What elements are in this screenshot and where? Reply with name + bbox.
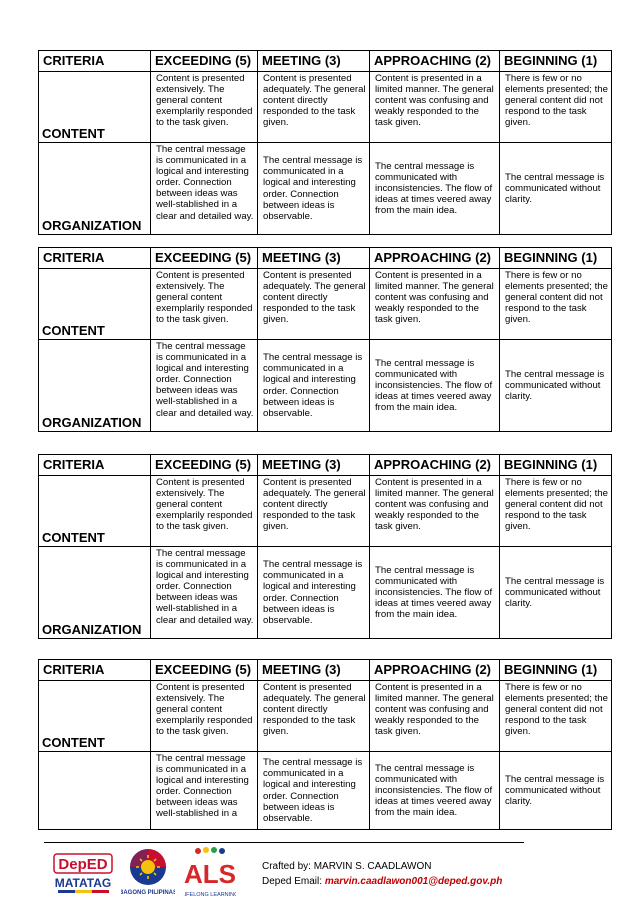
- exceeding-cell: The central message is communicated in a logical and interesting order. Connection between ideas was well-stablished in a clear and detailed way.: [151, 547, 258, 639]
- beginning-cell: There is few or no elements presented; the general content did not respond to the task given.: [500, 476, 612, 547]
- table-row-organization: [39, 340, 612, 432]
- header-exceeding: EXCEEDING (5): [151, 51, 258, 72]
- table-row-content: [39, 476, 612, 547]
- header-approaching: APPROACHING (2): [370, 248, 500, 269]
- criteria-cell: CONTENT: [39, 681, 151, 752]
- deped-logo-text: DepED: [58, 856, 108, 873]
- exceeding-cell: Content is presented extensively. The general content exemplarily responded to the task given.: [151, 269, 258, 340]
- criteria-cell: ORGANIZATION: [39, 143, 151, 235]
- beginning-cell: The central message is communicated without clarity.: [500, 752, 612, 830]
- approaching-cell: The central message is communicated with inconsistencies. The flow of ideas at times veered away from the main idea.: [370, 143, 500, 235]
- email-link[interactable]: marvin.caadlawon001@deped.gov.ph: [324, 876, 503, 887]
- rubric-table-2: [38, 247, 612, 432]
- table-row-organization-partial: [39, 752, 612, 830]
- footer-divider: [44, 842, 524, 843]
- meeting-cell: Content is presented adequately. The general content directly responded to the task given.: [258, 681, 370, 752]
- header-exceeding: EXCEEDING (5): [151, 660, 258, 681]
- beginning-cell: The central message is communicated without clarity.: [500, 547, 612, 639]
- criteria-cell: ORGANIZATION: [39, 340, 151, 432]
- als-sub-text: LIFELONG LEARNING: [184, 892, 236, 898]
- criteria-cell: ORGANIZATION: [39, 547, 151, 639]
- rubric-table-4: [38, 659, 612, 830]
- header-meeting: MEETING (3): [258, 51, 370, 72]
- header-approaching: APPROACHING (2): [370, 455, 500, 476]
- exceeding-cell: Content is presented extensively. The general content exemplarily responded to the task given.: [151, 476, 258, 547]
- header-row: [39, 51, 612, 72]
- exceeding-cell: Content is presented extensively. The general content exemplarily responded to the task given.: [151, 72, 258, 143]
- meeting-cell: Content is presented adequately. The general content directly responded to the task given.: [258, 72, 370, 143]
- meeting-cell: The central message is communicated in a logical and interesting order. Connection between ideas is observable.: [258, 547, 370, 639]
- beginning-cell: There is few or no elements presented; the general content did not respond to the task given.: [500, 72, 612, 143]
- meeting-cell: Content is presented adequately. The general content directly responded to the task given.: [258, 269, 370, 340]
- header-beginning: BEGINNING (1): [500, 248, 612, 269]
- header-row: [39, 455, 612, 476]
- header-row: [39, 248, 612, 269]
- header-beginning: BEGINNING (1): [500, 51, 612, 72]
- criteria-cell: CONTENT: [39, 476, 151, 547]
- header-meeting: MEETING (3): [258, 660, 370, 681]
- header-approaching: APPROACHING (2): [370, 51, 500, 72]
- exceeding-cell: The central message is communicated in a logical and interesting order. Connection between ideas was well-stablished in a clear and detailed way.: [151, 143, 258, 235]
- exceeding-cell: The central message is communicated in a logical and interesting order. Connection between ideas was well-stablished in a: [151, 752, 258, 830]
- approaching-cell: The central message is communicated with inconsistencies. The flow of ideas at times veered away from the main idea.: [370, 752, 500, 830]
- als-logo-text: ALS: [184, 859, 236, 889]
- header-criteria: CRITERIA: [39, 455, 151, 476]
- approaching-cell: Content is presented in a limited manner. The general content was confusing and weakly responded to the task given.: [370, 681, 500, 752]
- criteria-cell: [39, 752, 151, 830]
- table-row-content: [39, 72, 612, 143]
- email-line: [262, 876, 502, 887]
- header-exceeding: EXCEEDING (5): [151, 455, 258, 476]
- bagong-pilipinas-logo: [121, 846, 175, 898]
- als-logo: [184, 845, 236, 899]
- header-meeting: MEETING (3): [258, 248, 370, 269]
- beginning-cell: The central message is communicated without clarity.: [500, 340, 612, 432]
- header-criteria: CRITERIA: [39, 248, 151, 269]
- rubric-table-1: [38, 50, 612, 235]
- matatag-logo-text: MATATAG: [54, 876, 112, 890]
- rubric-table-3: [38, 454, 612, 639]
- criteria-cell: CONTENT: [39, 72, 151, 143]
- meeting-cell: The central message is communicated in a logical and interesting order. Connection between ideas is observable.: [258, 340, 370, 432]
- header-approaching: APPROACHING (2): [370, 660, 500, 681]
- approaching-cell: Content is presented in a limited manner. The general content was confusing and weakly responded to the task given.: [370, 476, 500, 547]
- meeting-cell: The central message is communicated in a logical and interesting order. Connection between ideas is observable.: [258, 752, 370, 830]
- email-label: Deped Email:: [262, 876, 325, 887]
- deped-matatag-logo: [52, 850, 116, 896]
- header-beginning: BEGINNING (1): [500, 455, 612, 476]
- bagong-pilipinas-graphic: [121, 846, 175, 898]
- header-criteria: CRITERIA: [39, 51, 151, 72]
- als-logo-graphic: [184, 845, 236, 899]
- credit-text: Crafted by: MARVIN S. CAADLAWON: [262, 861, 432, 872]
- deped-logo-graphic: [52, 850, 116, 896]
- approaching-cell: The central message is communicated with inconsistencies. The flow of ideas at times veered away from the main idea.: [370, 547, 500, 639]
- table-row-organization: [39, 547, 612, 639]
- meeting-cell: Content is presented adequately. The general content directly responded to the task given.: [258, 476, 370, 547]
- credit-line: [262, 861, 432, 872]
- table-row-content: [39, 269, 612, 340]
- exceeding-cell: The central message is communicated in a logical and interesting order. Connection between ideas was well-stablished in a clear and detailed way.: [151, 340, 258, 432]
- table-row-organization: [39, 143, 612, 235]
- approaching-cell: Content is presented in a limited manner. The general content was confusing and weakly responded to the task given.: [370, 269, 500, 340]
- beginning-cell: The central message is communicated without clarity.: [500, 143, 612, 235]
- header-row: [39, 660, 612, 681]
- bagong-pilipinas-text: BAGONG PILIPINAS: [121, 890, 175, 896]
- approaching-cell: Content is presented in a limited manner. The general content was confusing and weakly responded to the task given.: [370, 72, 500, 143]
- header-criteria: CRITERIA: [39, 660, 151, 681]
- exceeding-cell: Content is presented extensively. The general content exemplarily responded to the task given.: [151, 681, 258, 752]
- header-exceeding: EXCEEDING (5): [151, 248, 258, 269]
- approaching-cell: The central message is communicated with inconsistencies. The flow of ideas at times veered away from the main idea.: [370, 340, 500, 432]
- table-row-content: [39, 681, 612, 752]
- meeting-cell: The central message is communicated in a logical and interesting order. Connection between ideas is observable.: [258, 143, 370, 235]
- criteria-cell: CONTENT: [39, 269, 151, 340]
- beginning-cell: There is few or no elements presented; the general content did not respond to the task given.: [500, 269, 612, 340]
- header-meeting: MEETING (3): [258, 455, 370, 476]
- beginning-cell: There is few or no elements presented; the general content did not respond to the task given.: [500, 681, 612, 752]
- header-beginning: BEGINNING (1): [500, 660, 612, 681]
